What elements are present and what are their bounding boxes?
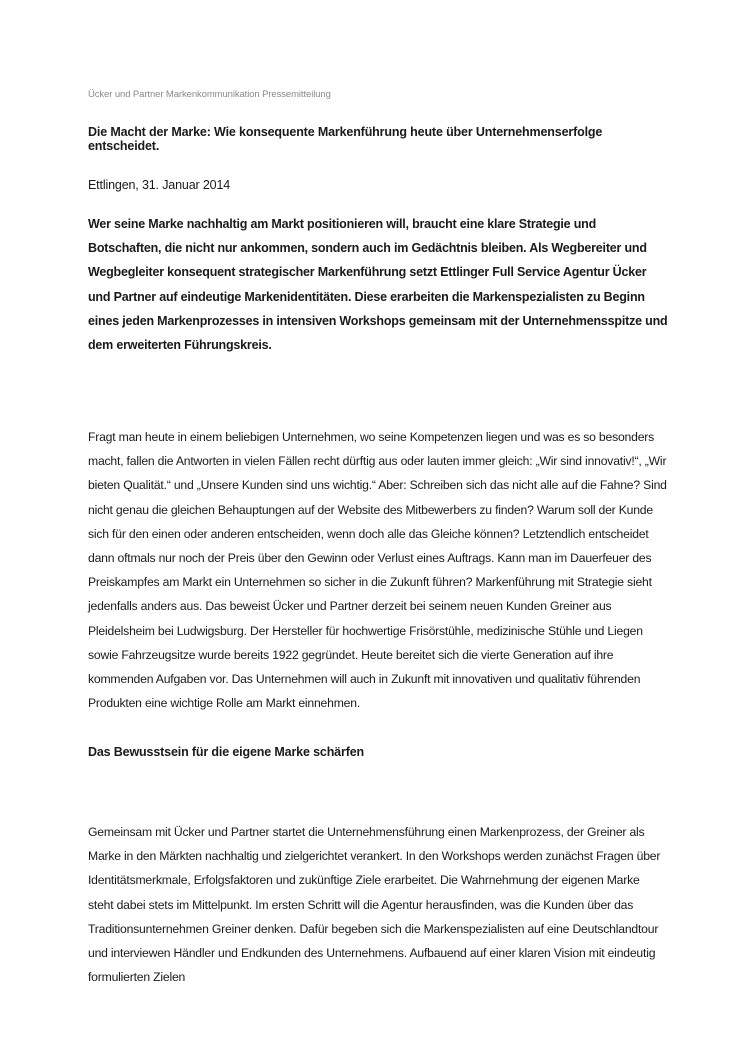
body-paragraph-1: Fragt man heute in einem beliebigen Unternehmen, wo seine Kompetenzen liegen und was es so besonders macht, fallen die Antworten in vielen Fällen recht dürftig aus oder lauten immer gleich: „Wir sind innovativ!“, „Wir bieten Qualität.“ und „Unsere Kunden sind uns wichtig.“ Aber: Schreiben sich das nicht alle auf die Fahne? Sind nicht genau die gleichen Behauptungen auf der Website des Mitbewerbers zu finden? Warum soll der Kunde sich für den einen oder anderen entscheiden, wenn doch alle das Gleiche können? Letztendlich entscheidet dann oftmals nur noch der Preis über den Gewinn oder Verlust eines Auftrags. Kann man im Dauerfeuer des Preiskampfes am Markt ein Unternehmen so sicher in die Zukunft führen? Markenführung mit Strategie sieht jedenfalls anders aus. Das beweist Ücker und Partner derzeit bei seinem neuen Kunden Greiner aus Pleidelsheim bei Ludwigsburg. Der Hersteller für hochwertige Frisörstühle, medizinische Stühle und Liegen sowie Fahrzeugsitze wurde bereits 1922 gegründet. Heute bereitet sich die vierte Generation auf ihre kommenden Aufgaben vor. Das Unternehmen will auch in Zukunft mit innovativen und qualitativ führenden Produkten eine wichtige Rolle am Markt einnehmen. [88,430,667,711]
press-release-headline: Die Macht der Marke: Wie konsequente Markenführung heute über Unternehmenserfolge entscheidet. [88,125,603,153]
dateline: Ettlingen, 31. Januar 2014 [88,178,231,192]
document-header: Ücker und Partner Markenkommunikation Pressemitteilung [88,89,331,100]
section-subheading: Das Bewusstsein für die eigene Marke schärfen [88,745,364,759]
lead-paragraph: Wer seine Marke nachhaltig am Markt positionieren will, braucht eine klare Strategie und Botschaften, die nicht nur ankommen, sondern auch im Gedächtnis bleiben. Als Wegbereiter und Wegbegleiter konsequent strategischer Markenführung setzt Ettlinger Full Service Agentur Ücker und Partner auf eindeutige Markenidentitäten. Diese erarbeiten die Markenspezialisten zu Beginn eines jeden Markenprozesses in intensiven Workshops gemeinsam mit der Unternehmensspitze und dem erweiterten Führungskreis. [88,217,668,353]
body-paragraph-2: Gemeinsam mit Ücker und Partner startet die Unternehmensführung einen Markenprozess, der Greiner als Marke in den Märkten nachhaltig und zielgerichtet verankert. In den Workshops werden zunächst Fragen über Identitätsmerkmale, Erfolgsfaktoren und zukünftige Ziele erarbeitet. Die Wahrnehmung der eigenen Marke steht dabei stets im Mittelpunkt. Im ersten Schritt will die Agentur herausfinden, was die Kunden über das Traditionsunternehmen Greiner denken. Dafür begeben sich die Markenspezialisten auf eine Deutschlandtour und interviewen Händler und Endkunden des Unternehmens. Aufbauend auf einer klaren Vision mit eindeutig formulierten Zielen [88,825,661,985]
